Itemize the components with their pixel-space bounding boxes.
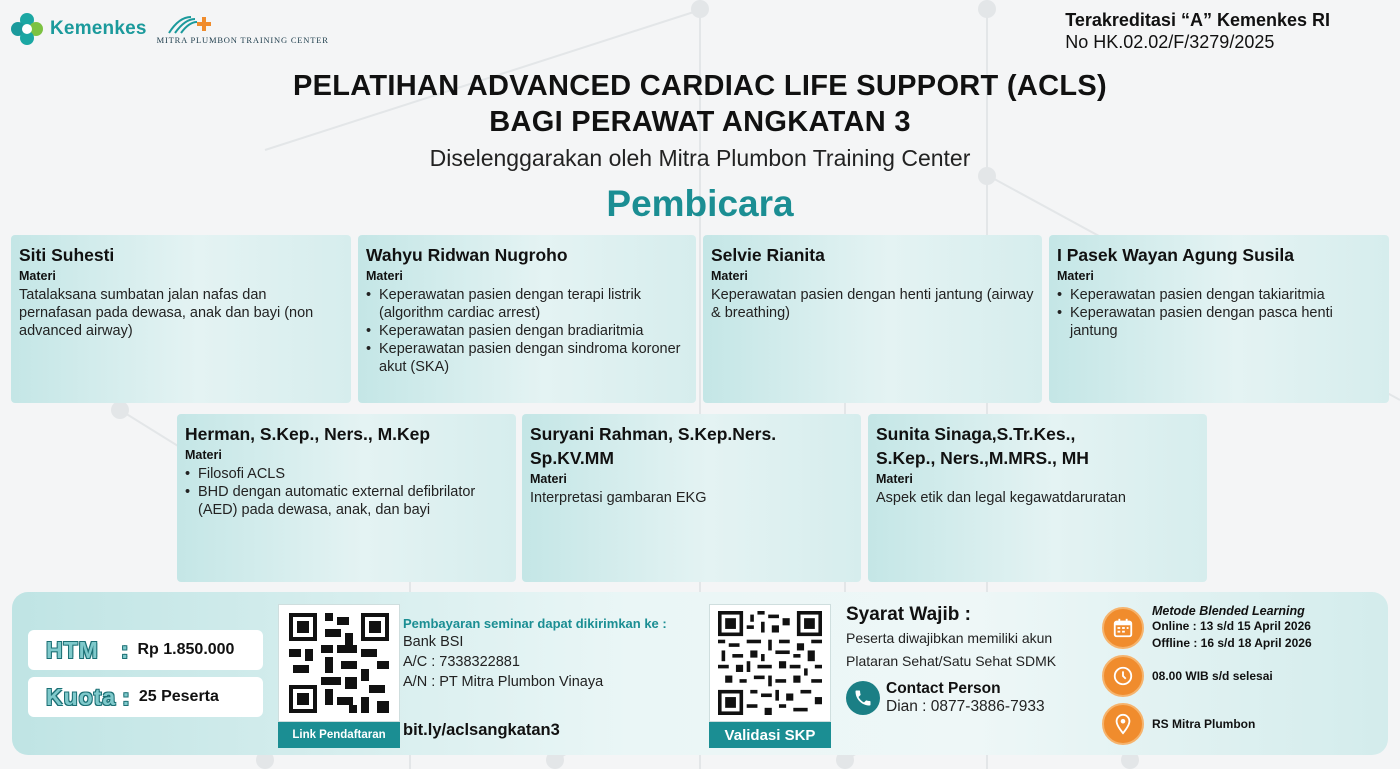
materi-item: • Keperawatan pasien dengan sindroma koroner akut (SKA) — [366, 340, 688, 376]
mitra-plumbon-text: MITRA PLUMBON TRAINING CENTER — [156, 35, 329, 45]
event-time: 08.00 WIB s/d selesai — [1152, 668, 1273, 683]
kuota-colon: : — [122, 683, 131, 710]
materi-label: Materi — [185, 448, 222, 462]
time-row — [1102, 655, 1273, 697]
contact-block — [846, 680, 1045, 716]
kuota-label: Kuota — [46, 683, 117, 710]
materi-item: • Keperawatan pasien dengan bradiaritmia — [366, 322, 688, 340]
speaker-card — [703, 235, 1042, 403]
logo-group — [10, 12, 329, 46]
materi-item: • BHD dengan automatic external defibrilator (AED) pada dewasa, anak, dan bayi — [185, 483, 508, 519]
main-title-line-1: PELATIHAN ADVANCED CARDIAC LIFE SUPPORT (ACLS) — [293, 70, 1107, 102]
speaker-name: Sunita Sinaga,S.Tr.Kes., S.Kep., Ners.,M.MRS., MH — [876, 424, 1089, 468]
speaker-name: I Pasek Wayan Agung Susila — [1057, 245, 1294, 265]
materi-list — [366, 286, 688, 376]
htm-price-box — [28, 630, 263, 670]
location-pin-icon — [1102, 703, 1144, 745]
method-online: Online : 13 s/d 15 April 2026 — [1152, 619, 1311, 633]
materi-text: Keperawatan pasien dengan henti jantung (airway & breathing) — [711, 287, 1034, 321]
contact-phone: Dian : 0877-3886-7933 — [886, 698, 1045, 715]
clock-icon — [1102, 655, 1144, 697]
kuota-box — [28, 677, 263, 717]
payment-info — [403, 616, 667, 691]
contact-title: Contact Person — [886, 680, 1001, 697]
skp-validation-caption[interactable]: Validasi SKP — [709, 722, 831, 748]
requirements-block — [846, 604, 1056, 672]
qr-code-icon — [718, 611, 822, 715]
qr-code-icon — [289, 613, 389, 713]
speakers-heading: Pembicara — [606, 183, 794, 224]
kuota-value: 25 Peserta — [138, 688, 219, 705]
materi-label: Materi — [366, 269, 403, 283]
materi-list — [1057, 286, 1381, 340]
speaker-card — [522, 414, 861, 582]
speaker-name: Herman, S.Kep., Ners., M.Kep — [185, 424, 431, 444]
requirements-title: Syarat Wajib : — [846, 604, 971, 625]
speaker-card — [1049, 235, 1389, 403]
materi-list — [185, 465, 508, 519]
htm-label: HTM — [46, 636, 99, 663]
register-qr-code[interactable] — [278, 604, 400, 722]
payment-account: A/C : 7338322881 — [403, 654, 520, 670]
requirements-line: Plataran Sehat/Satu Sehat SDMK — [846, 653, 1057, 669]
accreditation-number: No HK.02.02/F/3279/2025 — [1065, 32, 1275, 52]
speaker-card — [358, 235, 696, 403]
register-qr-block[interactable] — [278, 604, 400, 748]
htm-value: Rp 1.850.000 — [137, 641, 235, 658]
skp-qr-code[interactable] — [709, 604, 831, 722]
speaker-card — [11, 235, 351, 403]
materi-label: Materi — [530, 472, 567, 486]
materi-label: Materi — [876, 472, 913, 486]
materi-label: Materi — [19, 269, 56, 283]
speaker-name: Wahyu Ridwan Nugroho — [366, 245, 568, 265]
event-location: RS Mitra Plumbon — [1152, 716, 1256, 731]
phone-icon — [846, 681, 880, 715]
materi-text: Aspek etik dan legal kegawatdaruratan — [876, 490, 1126, 506]
mitra-plumbon-mark-icon — [157, 13, 217, 37]
mitra-plumbon-logo — [157, 13, 329, 45]
materi-label: Materi — [711, 269, 748, 283]
payment-bank: Bank BSI — [403, 634, 464, 650]
method-offline: Offline : 16 s/d 18 April 2026 — [1152, 636, 1312, 650]
requirements-line: Peserta diwajibkan memiliki akun — [846, 630, 1053, 646]
materi-item: • Keperawatan pasien dengan pasca henti jantung — [1057, 304, 1381, 340]
payment-account-name: A/N : PT Mitra Plumbon Vinaya — [403, 674, 604, 690]
materi-item: • Keperawatan pasien dengan takiaritmia — [1057, 286, 1381, 304]
speaker-card — [868, 414, 1207, 582]
materi-text: Tatalaksana sumbatan jalan nafas dan pernafasan pada dewasa, anak dan bayi (non advanced airway) — [19, 287, 314, 339]
materi-label: Materi — [1057, 269, 1094, 283]
accreditation-title: Terakreditasi “A” Kemenkes RI — [1065, 10, 1330, 30]
location-row — [1102, 703, 1255, 745]
speaker-name: Siti Suhesti — [19, 245, 115, 265]
organizer-subtitle: Diselenggarakan oleh Mitra Plumbon Training Center — [429, 145, 971, 171]
register-link-caption[interactable]: Link Pendaftaran — [278, 722, 400, 748]
speaker-name: Selvie Rianita — [711, 245, 825, 265]
materi-item: • Keperawatan pasien dengan terapi listrik (algorithm cardiac arrest) — [366, 286, 688, 322]
skp-qr-block[interactable] — [709, 604, 831, 748]
method-title: Metode Blended Learning — [1152, 604, 1305, 618]
materi-text: Interpretasi gambaran EKG — [530, 490, 707, 506]
speaker-name: Suryani Rahman, S.Kep.Ners. Sp.KV.MM — [530, 424, 777, 468]
htm-colon: : — [120, 636, 130, 663]
calendar-icon — [1102, 607, 1144, 649]
method-row — [1102, 604, 1312, 652]
speaker-card — [177, 414, 516, 582]
kemenkes-logo-icon — [10, 12, 44, 46]
accreditation-block — [1065, 10, 1330, 53]
main-title-line-2: BAGI PERAWAT ANGKATAN 3 — [489, 106, 911, 138]
register-link[interactable]: bit.ly/aclsangkatan3 — [403, 721, 560, 739]
materi-item: • Filosofi ACLS — [185, 465, 508, 483]
payment-heading: Pembayaran seminar dapat dikirimkan ke : — [403, 616, 667, 631]
kemenkes-brand-text: Kemenkes — [50, 18, 147, 39]
